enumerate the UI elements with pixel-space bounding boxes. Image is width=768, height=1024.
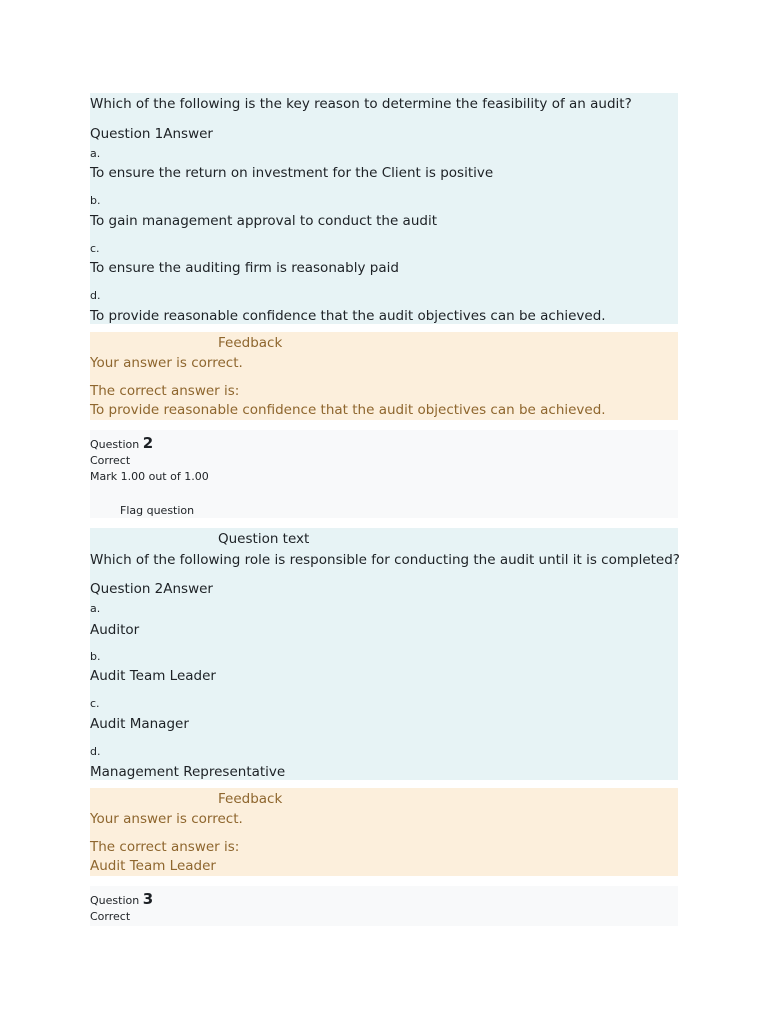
question-2-content [90, 528, 678, 780]
question-2-info [90, 430, 678, 518]
option-text-d[interactable]: To provide reasonable confidence that the audit objectives can be achieved. [90, 308, 606, 324]
question-1-feedback [90, 332, 678, 420]
question-2-feedback [90, 788, 678, 876]
option-letter-d: d. [90, 289, 101, 302]
feedback-correct-answer: To provide reasonable confidence that the audit objectives can be achieved. [90, 402, 606, 418]
option-letter-b: b. [90, 194, 101, 207]
option-text-b[interactable]: Audit Team Leader [90, 668, 216, 684]
question-state: Correct [90, 454, 131, 467]
feedback-result: Your answer is correct. [90, 811, 243, 827]
question-number: 2 [142, 434, 154, 452]
option-text-d[interactable]: Management Representative [90, 764, 286, 780]
option-letter-c: c. [90, 242, 100, 255]
question-2-heading [90, 436, 153, 452]
option-letter-d: d. [90, 745, 101, 758]
option-text-c[interactable]: Audit Manager [90, 716, 189, 732]
feedback-correct-label: The correct answer is: [90, 383, 240, 399]
feedback-heading: Feedback [218, 335, 283, 351]
question-2-prompt: Which of the following role is responsible for conducting the audit until it is completed? [90, 552, 680, 568]
feedback-correct-label: The correct answer is: [90, 839, 240, 855]
feedback-correct-answer: Audit Team Leader [90, 858, 216, 874]
question-2-answer-heading: Question 2Answer [90, 581, 213, 597]
option-text-a[interactable]: To ensure the return on investment for the Client is positive [90, 165, 494, 181]
option-text-a[interactable]: Auditor [90, 622, 140, 638]
feedback-result: Your answer is correct. [90, 355, 243, 371]
question-number: 3 [142, 890, 154, 908]
question-text-heading: Question text [218, 531, 310, 547]
feedback-heading: Feedback [218, 791, 283, 807]
question-1-content [90, 93, 678, 324]
question-label: Question [90, 894, 140, 907]
question-3-heading [90, 892, 153, 908]
question-mark: Mark 1.00 out of 1.00 [90, 470, 209, 483]
question-1-answer-heading: Question 1Answer [90, 126, 213, 142]
option-letter-a: a. [90, 602, 101, 615]
option-text-c[interactable]: To ensure the auditing firm is reasonably paid [90, 260, 399, 276]
question-state: Correct [90, 910, 131, 923]
option-letter-a: a. [90, 147, 101, 160]
option-letter-b: b. [90, 650, 101, 663]
option-text-b[interactable]: To gain management approval to conduct the audit [90, 213, 437, 229]
option-letter-c: c. [90, 697, 100, 710]
question-label: Question [90, 438, 140, 451]
question-3-info [90, 886, 678, 926]
flag-question-link[interactable]: Flag question [120, 504, 195, 517]
question-1-prompt: Which of the following is the key reason to determine the feasibility of an audit? [90, 96, 632, 112]
